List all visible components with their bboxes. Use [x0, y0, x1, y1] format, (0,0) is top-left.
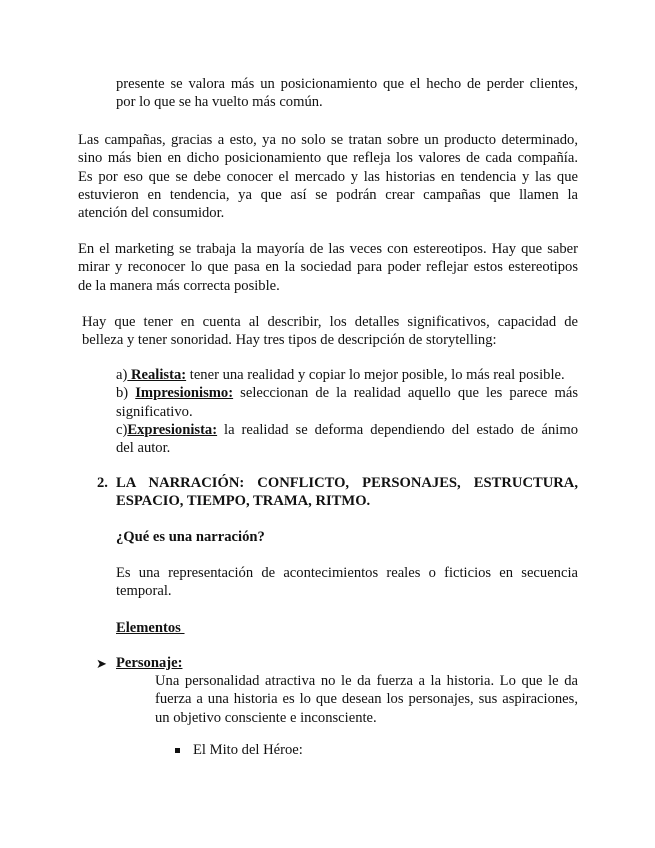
text-line: belleza y tener sonoridad. Hay tres tipos de descripción de storytelling:: [82, 332, 497, 349]
text-line: En el marketing se trabaja la mayoría de las veces con estereotipos. Hay que saber: [78, 241, 578, 257]
text-line: sino más bien en dicho posicionamiento que refleja los valores de cada compañía.: [78, 150, 578, 167]
term-expresionista: Expresionista:: [127, 421, 218, 438]
paragraph-campaigns: [78, 131, 578, 222]
heading-line: LA NARRACIÓN: CONFLICTO, PERSONAJES, ESTRUCTURA,: [116, 475, 578, 491]
paragraph-description: [82, 313, 578, 350]
text-line: un objetivo consciente e inconsciente.: [155, 709, 377, 726]
text-line: presente se valora más un posicionamiento que el hecho de perder clientes,: [116, 76, 578, 92]
question-heading: ¿Qué es una narración?: [116, 529, 265, 545]
text-line: atención del consumidor.: [78, 205, 225, 222]
paragraph-marketing: [78, 240, 578, 295]
text-line: Una personalidad atractiva no le da fuerza a la historia. Lo que le da: [155, 673, 578, 689]
bullet-item: El Mito del Héroe:: [193, 742, 303, 758]
arrow-bullet-icon: ➤: [96, 656, 107, 671]
text-line: del autor.: [116, 440, 171, 457]
text-line: temporal.: [116, 583, 172, 600]
text-line: Las campañas, gracias a esto, ya no solo se tratan sobre un producto determinado,: [78, 132, 578, 148]
square-bullet-icon: [175, 748, 180, 753]
text-line: Es una representación de acontecimientos reales o ficticios en secuencia: [116, 565, 578, 581]
text-line: fuerza a una historia es lo que desean los personajes, sus aspiraciones,: [155, 691, 578, 708]
description-types-list: [116, 366, 578, 457]
text-line: Es por eso que se debe conocer el mercado y las historias en tendencia y las que: [78, 168, 578, 185]
section-number: 2.: [97, 475, 108, 491]
text-line: estuvieron en tendencia, ya que así se podrán crear campañas que llamen la: [78, 186, 578, 203]
text-line: mirar y reconocer lo que pasa en la sociedad para poder reflejar estos estereotipos: [78, 259, 578, 276]
section-heading: [116, 474, 578, 511]
text-line: Hay que tener en cuenta al describir, los detalles significativos, capacidad de: [82, 314, 578, 330]
elementos-heading: Elementos: [116, 620, 185, 636]
intro-paragraph: [116, 75, 578, 112]
type-realista: a) Realista: tener una realidad y copiar lo mejor posible, lo más real posible.: [116, 367, 565, 383]
text-line: de la manera más correcta posible.: [78, 277, 280, 294]
type-impresionismo: b) Impresionismo: seleccionan de la realidad aquello que les parece más: [116, 385, 579, 402]
heading-line: ESPACIO, TIEMPO, TRAMA, RITMO.: [116, 493, 371, 510]
text-line: por lo que se ha vuelto más común.: [116, 94, 323, 111]
type-expresionista: c)Expresionista: la realidad se deforma dependiendo del estado de ánimo: [116, 421, 578, 438]
term-realista: Realista:: [127, 367, 187, 383]
text-line: significativo.: [116, 403, 193, 420]
personaje-heading: Personaje:: [116, 655, 183, 671]
personaje-paragraph: [155, 672, 578, 727]
term-impresionismo: Impresionismo:: [135, 385, 234, 402]
definition-paragraph: [116, 564, 578, 601]
